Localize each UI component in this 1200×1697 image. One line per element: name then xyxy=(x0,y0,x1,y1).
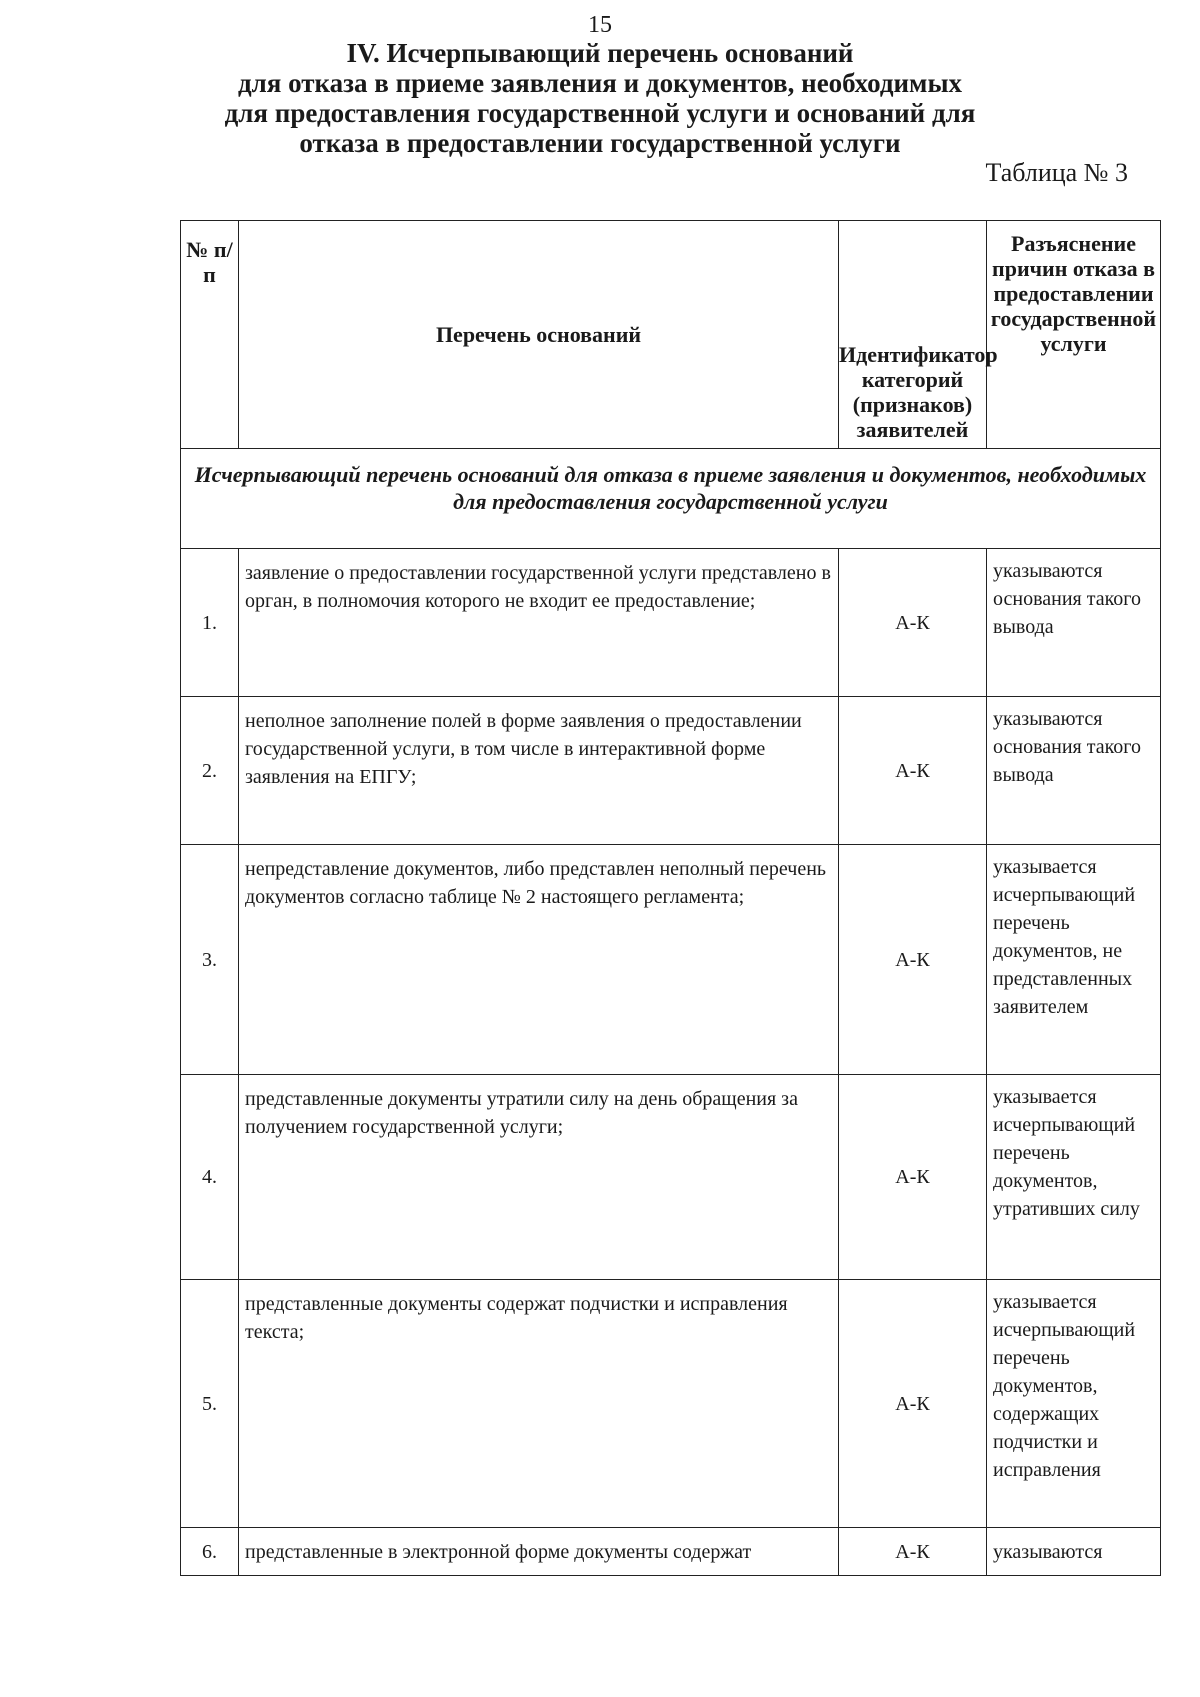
row-number: 2. xyxy=(181,697,239,845)
heading-line-1: IV. Исчерпывающий перечень оснований xyxy=(346,38,854,68)
row-explanation: указываются основания такого вывода xyxy=(987,549,1161,697)
row-number: 6. xyxy=(181,1528,239,1576)
header-number: № п/п xyxy=(181,221,239,449)
row-number: 5. xyxy=(181,1280,239,1528)
row-explanation: указывается исчерпывающий перечень документов, содержащих подчистки и исправления xyxy=(987,1280,1161,1528)
row-explanation: указываются xyxy=(987,1528,1161,1576)
row-identifier: А-К xyxy=(839,1075,987,1280)
grounds-table xyxy=(180,220,1161,1576)
table-row xyxy=(181,697,1161,845)
row-number: 3. xyxy=(181,845,239,1075)
heading-line-4: отказа в предоставлении государственной услуги xyxy=(299,128,901,158)
section-row xyxy=(181,449,1161,549)
row-ground: непредставление документов, либо представлен неполный перечень документов согласно таблице № 2 настоящего регламента; xyxy=(239,845,839,1075)
table-header-row xyxy=(181,221,1161,449)
table-row xyxy=(181,1075,1161,1280)
row-identifier: А-К xyxy=(839,1280,987,1528)
row-identifier: А-К xyxy=(839,697,987,845)
section-heading xyxy=(150,38,1050,158)
header-applicant-category: Идентификатор категорий (признаков) заявителей xyxy=(839,221,987,449)
row-explanation: указывается исчерпывающий перечень документов, не представленных заявителем xyxy=(987,845,1161,1075)
table-row xyxy=(181,1528,1161,1576)
row-identifier: А-К xyxy=(839,549,987,697)
table-label: Таблица № 3 xyxy=(985,158,1128,187)
page-number: 15 xyxy=(588,12,612,38)
row-number: 1. xyxy=(181,549,239,697)
table-row xyxy=(181,845,1161,1075)
row-ground: представленные документы утратили силу на день обращения за получением государственной услуги; xyxy=(239,1075,839,1280)
row-ground: представленные документы содержат подчистки и исправления текста; xyxy=(239,1280,839,1528)
section-title: Исчерпывающий перечень оснований для отказа в приеме заявления и документов, необходимых для предоставления государственной услуги xyxy=(181,449,1161,549)
row-ground: заявление о предоставлении государственной услуги представлено в орган, в полномочия которого не входит ее предоставление; xyxy=(239,549,839,697)
row-explanation: указываются основания такого вывода xyxy=(987,697,1161,845)
row-identifier: А-К xyxy=(839,845,987,1075)
heading-line-2: для отказа в приеме заявления и документов, необходимых xyxy=(237,68,963,98)
header-grounds-list: Перечень оснований xyxy=(239,221,839,449)
row-explanation: указывается исчерпывающий перечень документов, утративших силу xyxy=(987,1075,1161,1280)
row-ground: неполное заполнение полей в форме заявления о предоставлении государственной услуги, в том числе в интерактивной форме заявления на ЕПГУ; xyxy=(239,697,839,845)
table-row xyxy=(181,549,1161,697)
header-refusal-explanation: Разъяснение причин отказа в предоставлении государственной услуги xyxy=(987,221,1161,449)
row-identifier: А-К xyxy=(839,1528,987,1576)
row-number: 4. xyxy=(181,1075,239,1280)
row-ground: представленные в электронной форме документы содержат xyxy=(239,1528,839,1576)
table-row xyxy=(181,1280,1161,1528)
heading-line-3: для предоставления государственной услуги и оснований для xyxy=(224,98,976,128)
